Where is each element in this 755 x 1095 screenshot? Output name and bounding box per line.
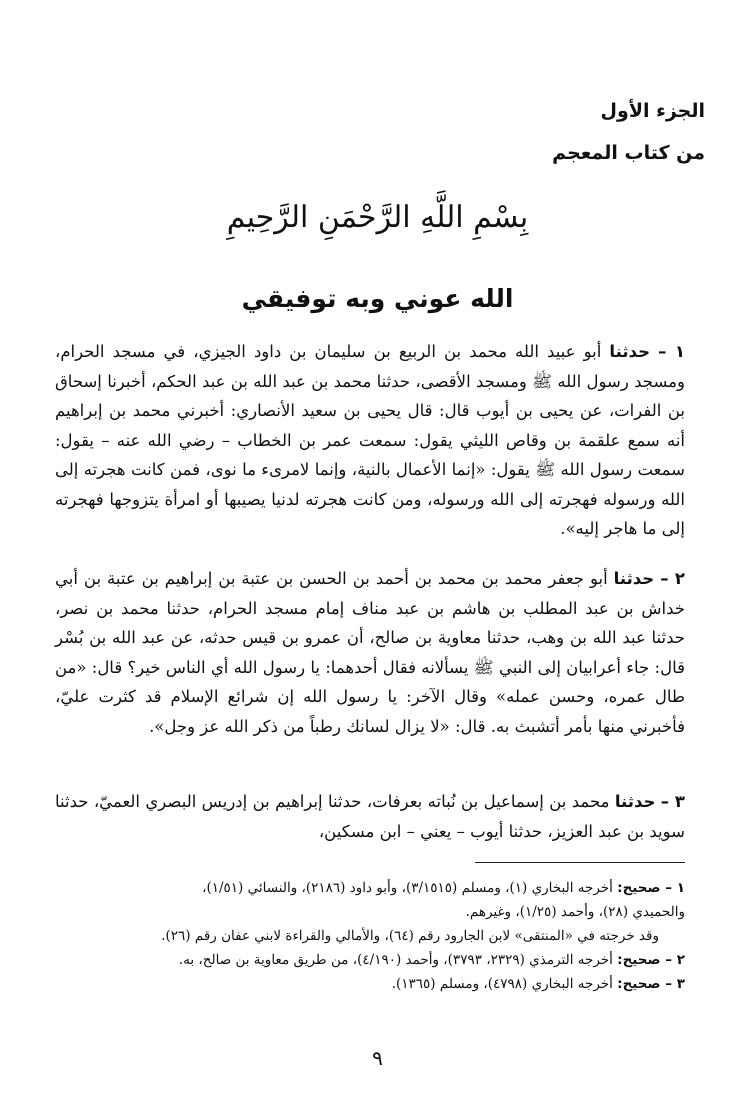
- footnote-text: أخرجه البخاري (١)، ومسلم (٣/١٥١٥)، وأبو داود (٢١٨٦)، والنسائي (١/٥١)،: [202, 880, 613, 896]
- footnote-text: والحميدي (٢٨)، وأحمد (١/٢٥)، وغيرهم.: [465, 904, 685, 920]
- invocation-heading: الله عوني وبه توفيقي: [241, 284, 514, 313]
- footnote-tag: ٣ – صحيح:: [617, 976, 685, 992]
- hadith-paragraph: [55, 564, 685, 741]
- footnote-tag: ١ – صحيح:: [617, 880, 685, 896]
- book-subtitle: من كتاب المعجم: [552, 142, 705, 164]
- footnote-line: [45, 900, 685, 924]
- hadith-paragraph: [55, 787, 685, 846]
- hadith-number: ١ –: [658, 342, 685, 361]
- hadith-number: ٢ –: [660, 569, 685, 588]
- page-number: ٩: [372, 1046, 383, 1070]
- footnote-text: أخرجه البخاري (٤٧٩٨)، ومسلم (١٣٦٥).: [391, 976, 613, 992]
- footnote-text: أخرجه الترمذي (٢٣٢٩، ٣٧٩٣)، وأحمد (٤/١٩٠)، من طريق معاوية بن صالح، به.: [178, 952, 613, 968]
- footnotes: [45, 876, 685, 996]
- hadith-paragraph: [55, 337, 685, 544]
- hadith-lead: حدثنا: [609, 342, 650, 361]
- footnote-divider: [475, 862, 685, 863]
- basmala: بِسْمِ اللَّهِ الرَّحْمَنِ الرَّحِيمِ: [226, 200, 529, 235]
- footnote-text: وقد خرجته في «المنتقى» لابن الجارود رقم (٦٤)، والأمالي والقراءة لابني عفان رقم (٢٦).: [161, 928, 659, 944]
- footnote-line: [45, 948, 685, 972]
- footnote-line: [45, 924, 685, 948]
- hadith-text: أبو عبيد الله محمد بن الربيع بن سليمان بن داود الجيزي، في مسجد الحرام، ومسجد رسول الله ﷺ ومسجد الأقصى، حدثنا محمد بن عبد الله بن عبد الحكم، أخبرنا إسحاق بن الفرات، عن يحيى بن أيوب قال: قال يحيى بن سعيد الأنصاري: أخبرني محمد بن إبراهيم أنه سمع علقمة بن وقاص الليثي يقول: سمعت عمر بن الخطاب – رضي الله عنه – يقول: سمعت رسول الله ﷺ يقول: «إنما الأعمال بالنية، وإنما لامرىء ما نوى، فمن كانت هجرته إلى الله ورسوله فهجرته إلى الله ورسوله، ومن كانت هجرته لدنيا يصيبها أو امرأة يتزوجها فهجرته إلى ما هاجر إليه».: [55, 342, 685, 538]
- hadith-text: محمد بن إسماعيل بن نُباته بعرفات، حدثنا إبراهيم بن إدريس البصري العميّ، حدثنا سويد بن عبد العزيز، حدثنا أيوب – يعني – ابن مسكين،: [55, 792, 685, 841]
- footnote-line: [45, 972, 685, 996]
- hadith-text: أبو جعفر محمد بن محمد بن أحمد بن الحسن بن عتبة بن إبراهيم بن عتبة بن أبي خداش بن عبد المطلب بن هاشم بن عبد مناف إمام مسجد الحرام، حدثنا محمد بن نصر، حدثنا عبد الله بن وهب، حدثنا معاوية بن صالح، أن عمرو بن قيس حدثه، عن عبد الله بن بُسْر قال: جاء أعرابيان إلى النبي ﷺ يسألانه فقال أحدهما: يا رسول الله أي الناس خير؟ قال: «من طال عمره، وحسن عمله» وقال الآخر: يا رسول الله إن شرائع الإسلام قد كثرت عليّ، فأخبرني منها بأمر أتشبث به. قال: «لا يزال لسانك رطباً من ذكر الله عز وجل».: [55, 569, 685, 736]
- hadith-lead: حدثنا: [613, 569, 655, 588]
- footnote-tag: ٢ – صحيح:: [617, 952, 685, 968]
- footnote-line: [45, 876, 685, 900]
- hadith-number: ٣ –: [660, 792, 685, 811]
- part-title: الجزء الأول: [600, 100, 705, 122]
- hadith-lead: حدثنا: [614, 792, 656, 811]
